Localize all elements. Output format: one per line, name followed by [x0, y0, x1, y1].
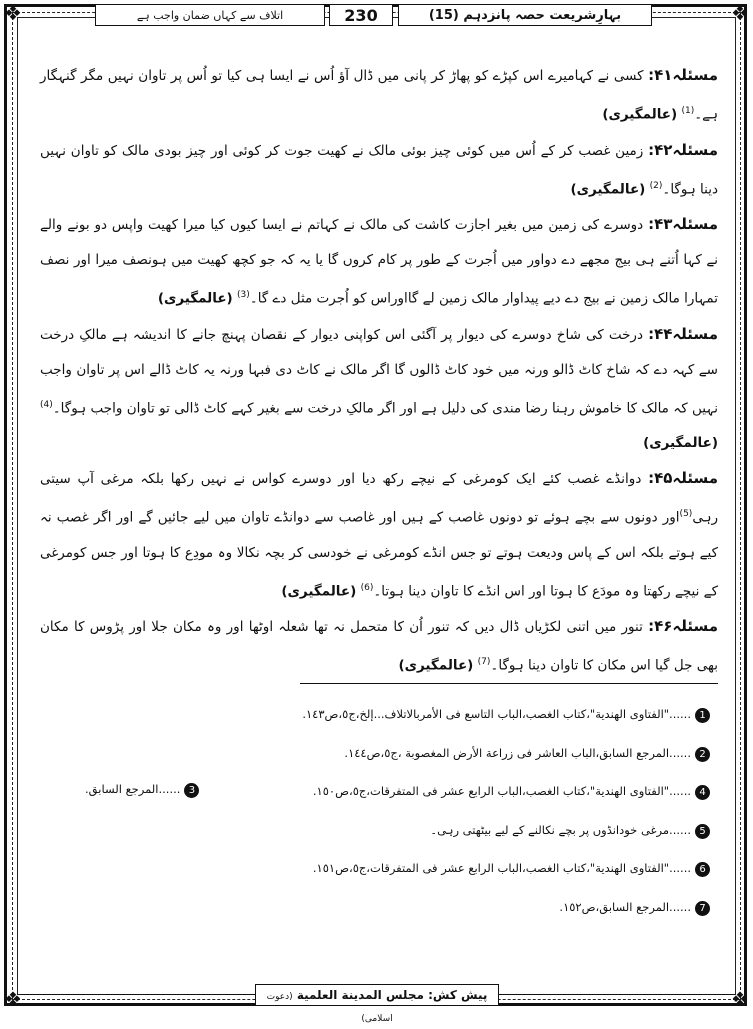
- footnote-1: [40, 695, 710, 734]
- masala-text: درخت کی شاخ دوسرے کی دیوار پر آگئی اس کواپنی دیوار کے نقصان پہنچ جانے کا اندیشہ ہے مالکِ درخت سے کہہ دے کہ شاخ کاٹ ڈالو ورنہ میں خود کاٹ ڈالوں گا اگر مالک نے کاٹ دی فبہا ورنہ یہ کاٹ ڈالے اس پر تاوان واجب نہیں کہ مالک کا خاموش رہنا رضا مندی کی دلیل ہے اور اگر مالکِ درخت سے بغیر کہے کاٹ ڈالی تو تاوان واجب ہوگا۔: [40, 326, 718, 416]
- masala-46: [40, 609, 718, 684]
- footnote-marker: (6): [360, 582, 374, 593]
- masala-reference: (عالمگیری): [570, 181, 646, 197]
- footnote-5: [40, 811, 710, 850]
- footnote-divider: [300, 683, 718, 684]
- footnote-text: ......مرغی خودانڈوں پر بچے نکالنے کے لیے بیٹھتی رہی۔: [430, 822, 691, 837]
- footnote-number: 4: [695, 785, 710, 800]
- masala-text: کسی نے کہامیرے اس کپڑے کو پھاڑ کر پانی میں ڈال آؤ اُس نے ایسا ہی کیا تو اُس پر تاوان نہیں مگر گنہگار ہے۔: [40, 68, 718, 123]
- footnote-text: ......"الفتاوی الھندیة"،کتاب الغصب،الباب الرابع عشر فی المتفرقات،ج٥،ص١٥١.: [312, 861, 691, 875]
- masala-41: [40, 58, 718, 133]
- footnote-text: ......المرجع السابق.: [85, 782, 181, 796]
- masala-text: زمین غصب کر کے اُس میں کوئی چیز بوئی مالک نے کھیت جوت کر کوئی اور چیز بودی مالک کو تاوان نہیں دینا ہوگا۔: [40, 142, 718, 197]
- footnote-number: 6: [695, 862, 710, 877]
- footnote-7: [40, 888, 710, 927]
- footnote-2: [40, 734, 710, 773]
- masala-label: مسئلہ۴۲:: [648, 140, 718, 159]
- masala-label: مسئلہ۴۳:: [648, 215, 718, 233]
- footnote-6: [40, 849, 710, 888]
- footer-sub: (دعوت اسلامی): [266, 992, 393, 1024]
- masala-reference: (عالمگیری): [398, 657, 474, 674]
- footnote-marker: (2): [649, 180, 663, 191]
- corner-ornament-icon: ❖: [731, 1, 749, 25]
- corner-ornament-icon: ❖: [731, 987, 749, 1011]
- masala-label: مسئلہ۴۶:: [648, 617, 718, 635]
- masala-reference: (عالمگیری): [643, 435, 718, 451]
- masala-label: مسئلہ۴۱:: [648, 66, 718, 84]
- masala-label: مسئلہ۴۴:: [648, 324, 718, 343]
- masala-text: تنور میں اتنی لکڑیاں ڈال دیں کہ تنور اُن کا متحمل نہ تھا شعلہ اوٹھا اور وہ مکان جلا اور پڑوس کا مکان بھی جل گیا اس مکان کا تاوان دینا ہوگا۔: [40, 619, 718, 674]
- footnote-marker: (5): [679, 509, 693, 519]
- masala-text: دوانڈے غصب کئے ایک کومرغی کے نیچے رکھ دیا اور دوسرے کواس نے نہیں رکھا بلکہ مرغی آپ سیتی رہی: [40, 471, 718, 526]
- masala-text: دوسرے کی زمین میں بغیر اجازت کاشت کی مالک نے کہاتم نے ایسا کیوں کیا میرا کھیت واپس دو بونے والے نے کہا اُتنے ہی بیج مجھے دے دواور میں اُجرت کے طور پر کام کروں گا یا یہ کہ جو کچھ کھیت میں ہونصف میرا اور نصف تمہارا مالک زمین نے بیج دے دیے پیداوار مالک زمین لے گااوراس کو اُجرت مثل دے گا۔: [40, 217, 718, 307]
- footnote-number: 1: [695, 708, 710, 723]
- footnotes: [40, 695, 710, 926]
- footnote-number: 7: [695, 901, 710, 916]
- masala-43: [40, 207, 718, 317]
- footnote-marker: (4): [40, 399, 53, 410]
- footnote-number: 5: [695, 824, 710, 839]
- footnote-text: ......"الفتاوی الھندیة"،کتاب الغصب،الباب الرابع عشر فی المتفرقات،ج٥،ص١٥٠.: [312, 784, 691, 798]
- corner-ornament-icon: ❖: [4, 1, 22, 25]
- footer-org: مجلس المدینة العلمیة: [296, 988, 424, 1002]
- topic-title: اتلاف سے کہاں ضمان واجب ہے: [95, 4, 325, 26]
- page-number: 230: [329, 4, 393, 26]
- masala-44: [40, 317, 718, 462]
- footnote-text: ......المرجع السابق،ص١٥٢.: [559, 899, 691, 914]
- page-header: [0, 2, 753, 32]
- masala-42: [40, 133, 718, 208]
- main-content: [40, 58, 718, 684]
- masala-reference: (عالمگیری): [602, 106, 678, 123]
- masala-reference: (عالمگیری): [281, 583, 357, 599]
- masala-reference: (عالمگیری): [157, 290, 233, 307]
- footnote-number: 2: [695, 747, 710, 762]
- footnote-marker: (7): [477, 657, 491, 667]
- masala-label: مسئلہ۴۵:: [648, 469, 718, 487]
- masala-45: [40, 461, 718, 609]
- page-footer: [255, 984, 499, 1024]
- corner-ornament-icon: ❖: [4, 987, 22, 1011]
- footnote-text: ......المرجع السابق،الباب العاشر فی زراعة الأرض المغصوبة ،ج٥،ص١٤٤.: [344, 745, 691, 760]
- footnote-text: ......"الفتاوی الھندیة"،کتاب الغصب،الباب التاسع فی الأمربالاتلاف...إلخ،ج٥،ص١٤٣.: [302, 707, 691, 721]
- footer-prefix: پیش کش:: [428, 988, 488, 1002]
- footnote-marker: (3): [237, 290, 250, 300]
- footnote-3: [85, 782, 199, 798]
- masala-text-continued: اور دونوں سے بچے ہوئے تو دونوں غاصب کے ہیں اور غاصب سے دوانڈے تاوان میں لیے جائیں گے اور اگر غصب نہ کیے ہوتے بلکہ اس کے پاس ودیعت ہوتے تو جس انڈے کومرغی نے خودسی کر بچہ نکالا وہ مودِع کا ہوتا اور جس کومرغی کے نیچے رکھتا وہ مودَع کا ہوتا اور اس انڈے کا تاوان دینا ہوتا۔: [40, 509, 718, 599]
- book-title: بہارِشریعت حصہ پانزدہم (15): [398, 4, 652, 26]
- footnote-marker: (1): [681, 106, 695, 116]
- footnote-number: 3: [184, 783, 199, 798]
